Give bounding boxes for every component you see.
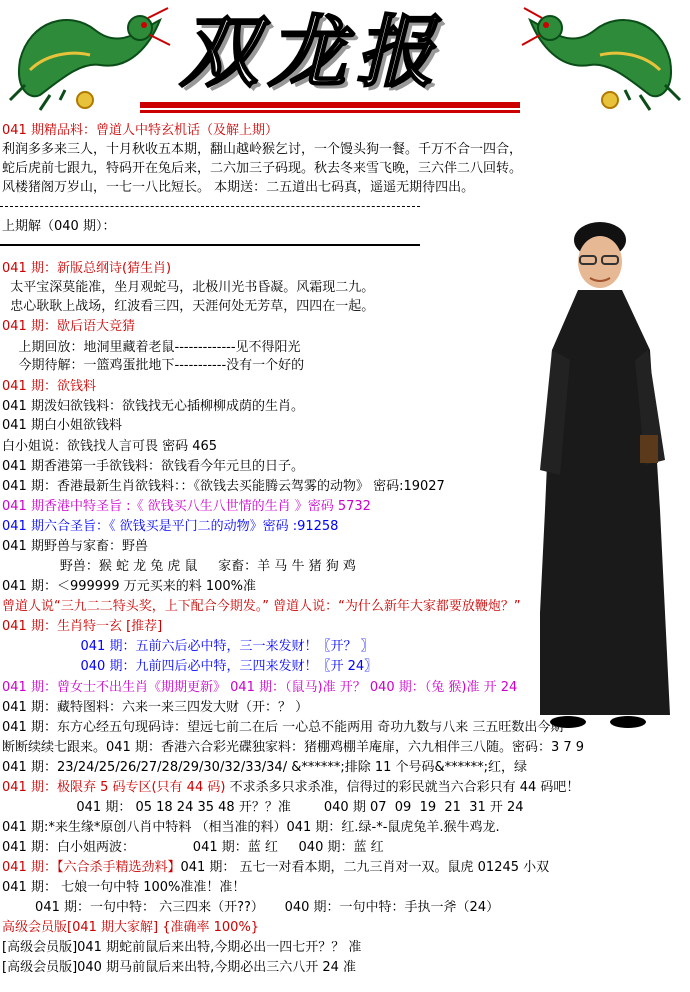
title-underline-top — [140, 102, 520, 108]
line-5-text: 上期解（040 期）： — [2, 219, 116, 234]
line-25 — [2, 638, 374, 656]
line-39-text: 高级会员版[041 期大家解] {准确率 100%} — [2, 920, 260, 935]
line-13 — [2, 398, 304, 416]
line-11-text: 今期待解：一篮鸡蛋批地下-----------没有一个好的 — [2, 358, 305, 373]
line-9-text: 041 期：歇后语大竞猜 — [2, 319, 135, 334]
line-35 — [2, 839, 384, 857]
line-26-text: 040 期：九前四后必中特，三四来发财！〖开 24〗 — [2, 659, 378, 674]
line-38 — [2, 899, 499, 917]
divider-2 — [0, 244, 420, 246]
line-14-text: 041 期白小姐欲钱料 — [2, 418, 122, 433]
line-32-text: 不求杀多只求杀准，信得过的彩民就当六合彩只有 44 码吧！ — [225, 780, 580, 795]
line-34-text: 041 期:*来生缘*原创八肖中特料 （相当准的料）041 期：红.绿-*-鼠虎兔羊.猴牛鸡龙. — [2, 820, 500, 835]
line-19-text: 041 期六合圣旨：《 欲钱买是平门二的动物》密码 :91258 — [2, 519, 339, 534]
line-28-text: 041 期：藏特图料：六来一来三四发大财（开：？ ） — [2, 700, 309, 715]
line-15 — [2, 438, 217, 456]
line-35-text: 041 期：白小姐两波： 041 期：蓝 红 040 期：蓝 红 — [2, 840, 384, 855]
line-21-text: 野兽：猴 蛇 龙 兔 虎 鼠 家畜：羊 马 牛 猪 狗 鸡 — [2, 559, 356, 574]
line-36 — [2, 859, 549, 877]
line-36-text: 041 期： 五七一对看本期，二九三肖对一双。鼠虎 01245 小双 — [180, 860, 550, 875]
line-11 — [2, 357, 304, 375]
line-27-text: 041 期：曾女士不出生肖《期期更新》 041 期：（鼠马)准 开？ 040 期：（兔 猴)准 开 24 — [2, 680, 518, 695]
line-17-text: 041 期：香港最新生肖欲钱料：：《欲钱去买能腾云驾雾的动物》 密码:19027 — [2, 479, 445, 494]
line-37 — [2, 879, 245, 897]
line-39 — [2, 919, 259, 937]
line-32 — [2, 779, 579, 797]
line-23 — [2, 598, 521, 616]
line-33-text: 041 期： 05 18 24 35 48 开？？准 040 期 07 09 19 21 31 开 24 — [2, 800, 524, 815]
line-24 — [2, 618, 162, 636]
line-1 — [2, 122, 278, 140]
line-37-text: 041 期： 七娘一句中特 100%准准！准！ — [2, 880, 246, 895]
line-4-text: 风楼猪阁万岁山，一七一八比短长。 本期送：二五道出七码真，遥遥无期待四出。 — [2, 180, 475, 195]
line-30 — [2, 739, 584, 757]
line-16 — [2, 458, 304, 476]
line-31 — [2, 759, 527, 777]
line-32-red-text: 041 期：极限弃 5 码专区(只有 44 码) — [2, 780, 226, 795]
page-title: 双龙报 — [180, 7, 445, 98]
line-41-text: [高级会员版]040 期马前鼠后来出特,今期必出三六八开 24 准 — [2, 960, 357, 975]
line-22-text: 041 期：＜999999 万元买来的料 100%准 — [2, 579, 257, 594]
dragon-left-image — [0, 0, 175, 118]
line-6-text: 041 期：新版总纲诗(猜生肖) — [2, 261, 172, 276]
line-19 — [2, 518, 338, 536]
line-2 — [2, 141, 522, 159]
line-2-text: 利润多多来三人，十月秋收五本期，翻山越岭猴乞讨，一个馒头狗一餐。千万不合一四合， — [2, 142, 523, 157]
line-40-text: [高级会员版]041 期蛇前鼠后来出特,今期必出一四七开？？ 准 — [2, 940, 362, 955]
line-16-text: 041 期香港第一手欲钱料：欲钱看今年元旦的日子。 — [2, 459, 304, 474]
line-38-text: 041 期：一句中特： 六三四来（开??） 040 期：一句中特：手执一斧（24） — [2, 900, 500, 915]
line-20 — [2, 538, 148, 556]
line-26 — [2, 658, 377, 676]
line-7 — [2, 279, 374, 297]
line-3-text: 蛇后虎前七跟九，特码开在兔后来，二六加三子码现。秋去冬来雪飞晚，三六伴二八回转。 — [2, 161, 523, 176]
line-7-text: 太平宝深莫能准，坐月观蛇马，北极川光书昏凝。风霜现二九。 — [2, 280, 375, 295]
line-13-text: 041 期泼妇欲钱料：欲钱找无心插柳柳成荫的生肖。 — [2, 399, 304, 414]
line-21 — [2, 558, 356, 576]
line-8 — [2, 298, 374, 316]
line-34 — [2, 819, 500, 837]
dragon-right-image — [520, 0, 690, 118]
line-27 — [2, 679, 517, 697]
line-4 — [2, 179, 474, 197]
line-6 — [2, 260, 171, 278]
line-28 — [2, 699, 308, 717]
line-36-red-text: 041 期：【六合杀手精选劲料】 — [2, 860, 181, 875]
line-18 — [2, 498, 371, 516]
divider-1 — [0, 206, 420, 207]
line-9 — [2, 318, 135, 336]
title-underline-bottom — [140, 110, 520, 113]
line-8-text: 忠心耿耿上战场，红波看三四，天涯何处无芳草，四四在一起。 — [2, 299, 375, 314]
line-30-text: 断断续续七跟来。041 期：香港六合彩光碟独家料：猪棚鸡棚羊庵扉，六九相伴三八随。密码：3 7 9 — [2, 740, 585, 755]
line-41 — [2, 959, 356, 977]
line-5 — [2, 218, 115, 236]
line-10 — [2, 339, 301, 357]
line-29-text: 041 期：东方心经五句现码诗：望远七前二在后 一心总不能两用 奇功九数与八来 三五旺数出今期 — [2, 720, 564, 735]
line-10-text: 上期回放：地洞里藏着老鼠-------------见不得阳光 — [2, 340, 301, 355]
line-20-text: 041 期野兽与家畜：野兽 — [2, 539, 148, 554]
line-29 — [2, 719, 563, 737]
line-12-text: 041 期：欲钱料 — [2, 379, 96, 394]
line-14 — [2, 417, 122, 435]
line-31-text: 041 期：23/24/25/26/27/28/29/30/32/33/34/ &******;排除 11 个号码&******;红，绿 — [2, 760, 528, 775]
line-18-text: 041 期香港中特圣旨 :《 欲钱买八生八世情的生肖 》密码 5732 — [2, 499, 371, 514]
line-33 — [2, 799, 524, 817]
line-22 — [2, 578, 256, 596]
line-24-text: 041 期：生肖特一玄 [推荐] — [2, 619, 163, 634]
line-17 — [2, 478, 445, 496]
man-in-robe-image — [540, 210, 690, 730]
line-3 — [2, 160, 522, 178]
line-40 — [2, 939, 361, 957]
line-1-text: 041 期精品料：曾道人中特玄机话（及解上期） — [2, 123, 278, 138]
line-25-text: 041 期：五前六后必中特，三一来发财！〖开？ 〗 — [2, 639, 374, 654]
line-15-text: 白小姐说：欲钱找人言可畏 密码 465 — [2, 439, 218, 454]
line-23-text: 曾道人说“三九二二特头奖，上下配合今期发。” 曾道人说：“为什么新年大家都要放鞭炮？” — [2, 599, 521, 614]
line-12 — [2, 378, 96, 396]
